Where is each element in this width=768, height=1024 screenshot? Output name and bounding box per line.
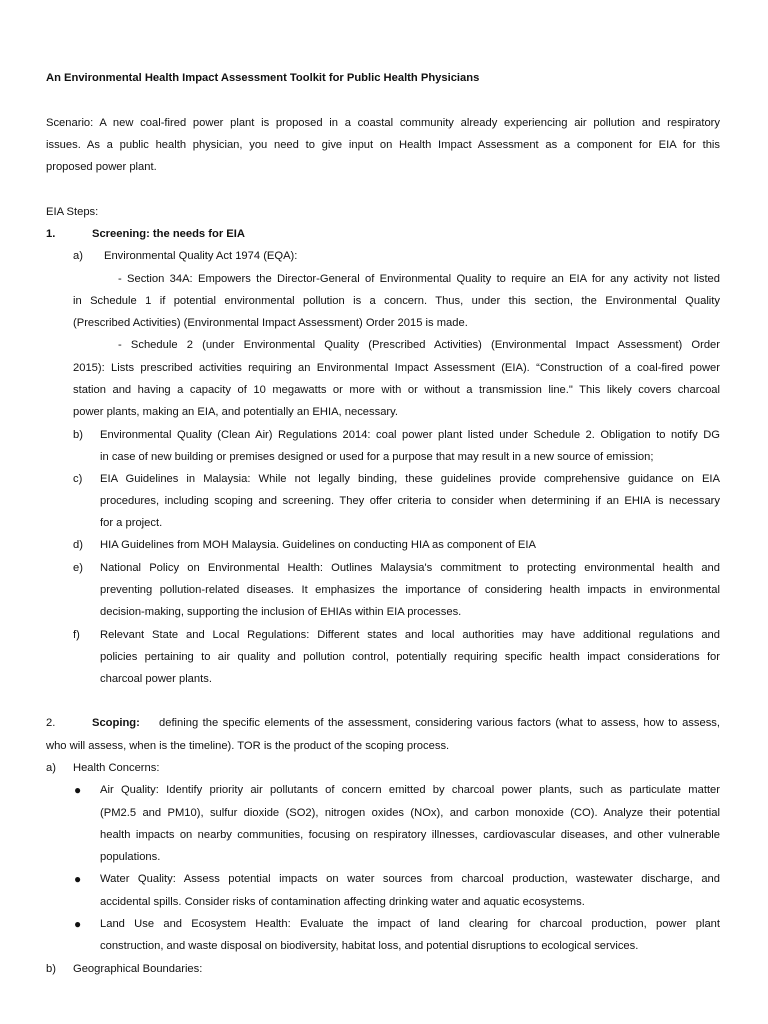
scenario-line: issues. As a public health physician, you need to give input on Health Impact Assessment as a component for EIA for this (46, 139, 720, 151)
list-item-text: Environmental Quality Act 1974 (EQA): (104, 250, 298, 262)
subsection-label: Geographical Boundaries: (73, 963, 203, 975)
list-item-text: procedures, including scoping and screening. They offer criteria to consider when determining if an EHIA is necessary (100, 495, 720, 507)
subsection-label: Health Concerns: (73, 762, 160, 774)
list-marker: a) (46, 762, 56, 774)
eia-steps-label: EIA Steps: (46, 206, 99, 218)
bullet-text: populations. (100, 851, 161, 863)
bullet-text: construction, and waste disposal on biodiversity, habitat loss, and potential disruptions to ecological services. (100, 940, 639, 952)
bullet-icon: ● (74, 917, 82, 931)
list-item-text: Relevant State and Local Regulations: Different states and local authorities may have additional regulations and (100, 629, 720, 641)
step-description: who will assess, when is the timeline). TOR is the product of the scoping process. (46, 740, 450, 752)
list-item-text: for a project. (100, 517, 163, 529)
bullet-text: accidental spills. Consider risks of contamination affecting drinking water and aquatic ecosystems. (100, 896, 585, 908)
schedule-2-line: 2015): Lists prescribed activities requiring an Environmental Impact Assessment (EIA). “Construction of a coal-fired power (73, 362, 720, 374)
bullet-text: Land Use and Ecosystem Health: Evaluate the impact of land clearing for charcoal production, power plant (100, 918, 720, 930)
bullet-text: (PM2.5 and PM10), sulfur dioxide (SO2), nitrogen oxides (NOx), and carbon monoxide (CO). Analyze their potential (100, 807, 720, 819)
bullet-icon: ● (74, 783, 82, 797)
list-marker: f) (73, 629, 80, 641)
list-item-text: in case of new building or premises designed or used for a purpose that may result in a new source of emission; (100, 451, 654, 463)
scenario-line: Scenario: A new coal-fired power plant is proposed in a coastal community already experiencing air pollution and respiratory (46, 117, 720, 129)
list-marker: d) (73, 539, 83, 551)
list-marker: e) (73, 562, 83, 574)
list-item-text: EIA Guidelines in Malaysia: While not legally binding, these guidelines provide comprehensive guidance on EIA (100, 473, 720, 485)
list-item-text: HIA Guidelines from MOH Malaysia. Guidelines on conducting HIA as component of EIA (100, 539, 536, 551)
list-item-text: Environmental Quality (Clean Air) Regulations 2014: coal power plant listed under Schedule 2. Obligation to notify DG (100, 429, 720, 441)
list-item-text: National Policy on Environmental Health: Outlines Malaysia's commitment to protecting environmental health and (100, 562, 720, 574)
document-title: An Environmental Health Impact Assessment Toolkit for Public Health Physicians (46, 72, 480, 84)
list-marker: a) (73, 250, 83, 262)
list-item-text: preventing pollution-related diseases. It emphasizes the importance of considering health impacts in environmental (100, 584, 720, 596)
schedule-2-line: - Schedule 2 (under Environmental Quality (Prescribed Activities) (Environmental Impact Assessment) Order (118, 339, 720, 351)
list-item-text: decision-making, supporting the inclusion of EHIAs within EIA processes. (100, 606, 462, 618)
step-heading: Scoping: (92, 717, 140, 729)
step-description: defining the specific elements of the assessment, considering various factors (what to assess, how to assess, (159, 717, 720, 729)
section-34a-line: (Prescribed Activities) (Environmental Impact Assessment) Order 2015 is made. (73, 317, 468, 329)
bullet-text: Water Quality: Assess potential impacts on water sources from charcoal production, wastewater discharge, and (100, 873, 720, 885)
schedule-2-line: power plants, making an EIA, and potentially an EHIA, necessary. (73, 406, 399, 418)
bullet-text: Air Quality: Identify priority air pollutants of concern emitted by charcoal power plants, such as particulate matter (100, 784, 720, 796)
section-34a-line: - Section 34A: Empowers the Director-General of Environmental Quality to require an EIA for any activity not listed (118, 273, 720, 285)
section-34a-line: in Schedule 1 if potential environmental pollution is a concern. Thus, under this section, the Environmental Quality (73, 295, 720, 307)
list-marker: c) (73, 473, 83, 485)
bullet-text: health impacts on nearby communities, focusing on respiratory illnesses, cardiovascular diseases, and other vulnerable (100, 829, 720, 841)
list-marker: b) (46, 963, 56, 975)
step-number: 1. (46, 228, 56, 240)
list-item-text: policies pertaining to air quality and pollution control, potentially requiring specific health impact considerations for (100, 651, 720, 663)
step-number: 2. (46, 717, 56, 729)
scenario-line: proposed power plant. (46, 161, 157, 173)
bullet-icon: ● (74, 872, 82, 886)
step-heading: Screening: the needs for EIA (92, 228, 245, 240)
schedule-2-line: station and having a capacity of 10 megawatts or more with or without a transmission line." This likely covers charcoal (73, 384, 720, 396)
list-marker: b) (73, 429, 83, 441)
list-item-text: charcoal power plants. (100, 673, 212, 685)
